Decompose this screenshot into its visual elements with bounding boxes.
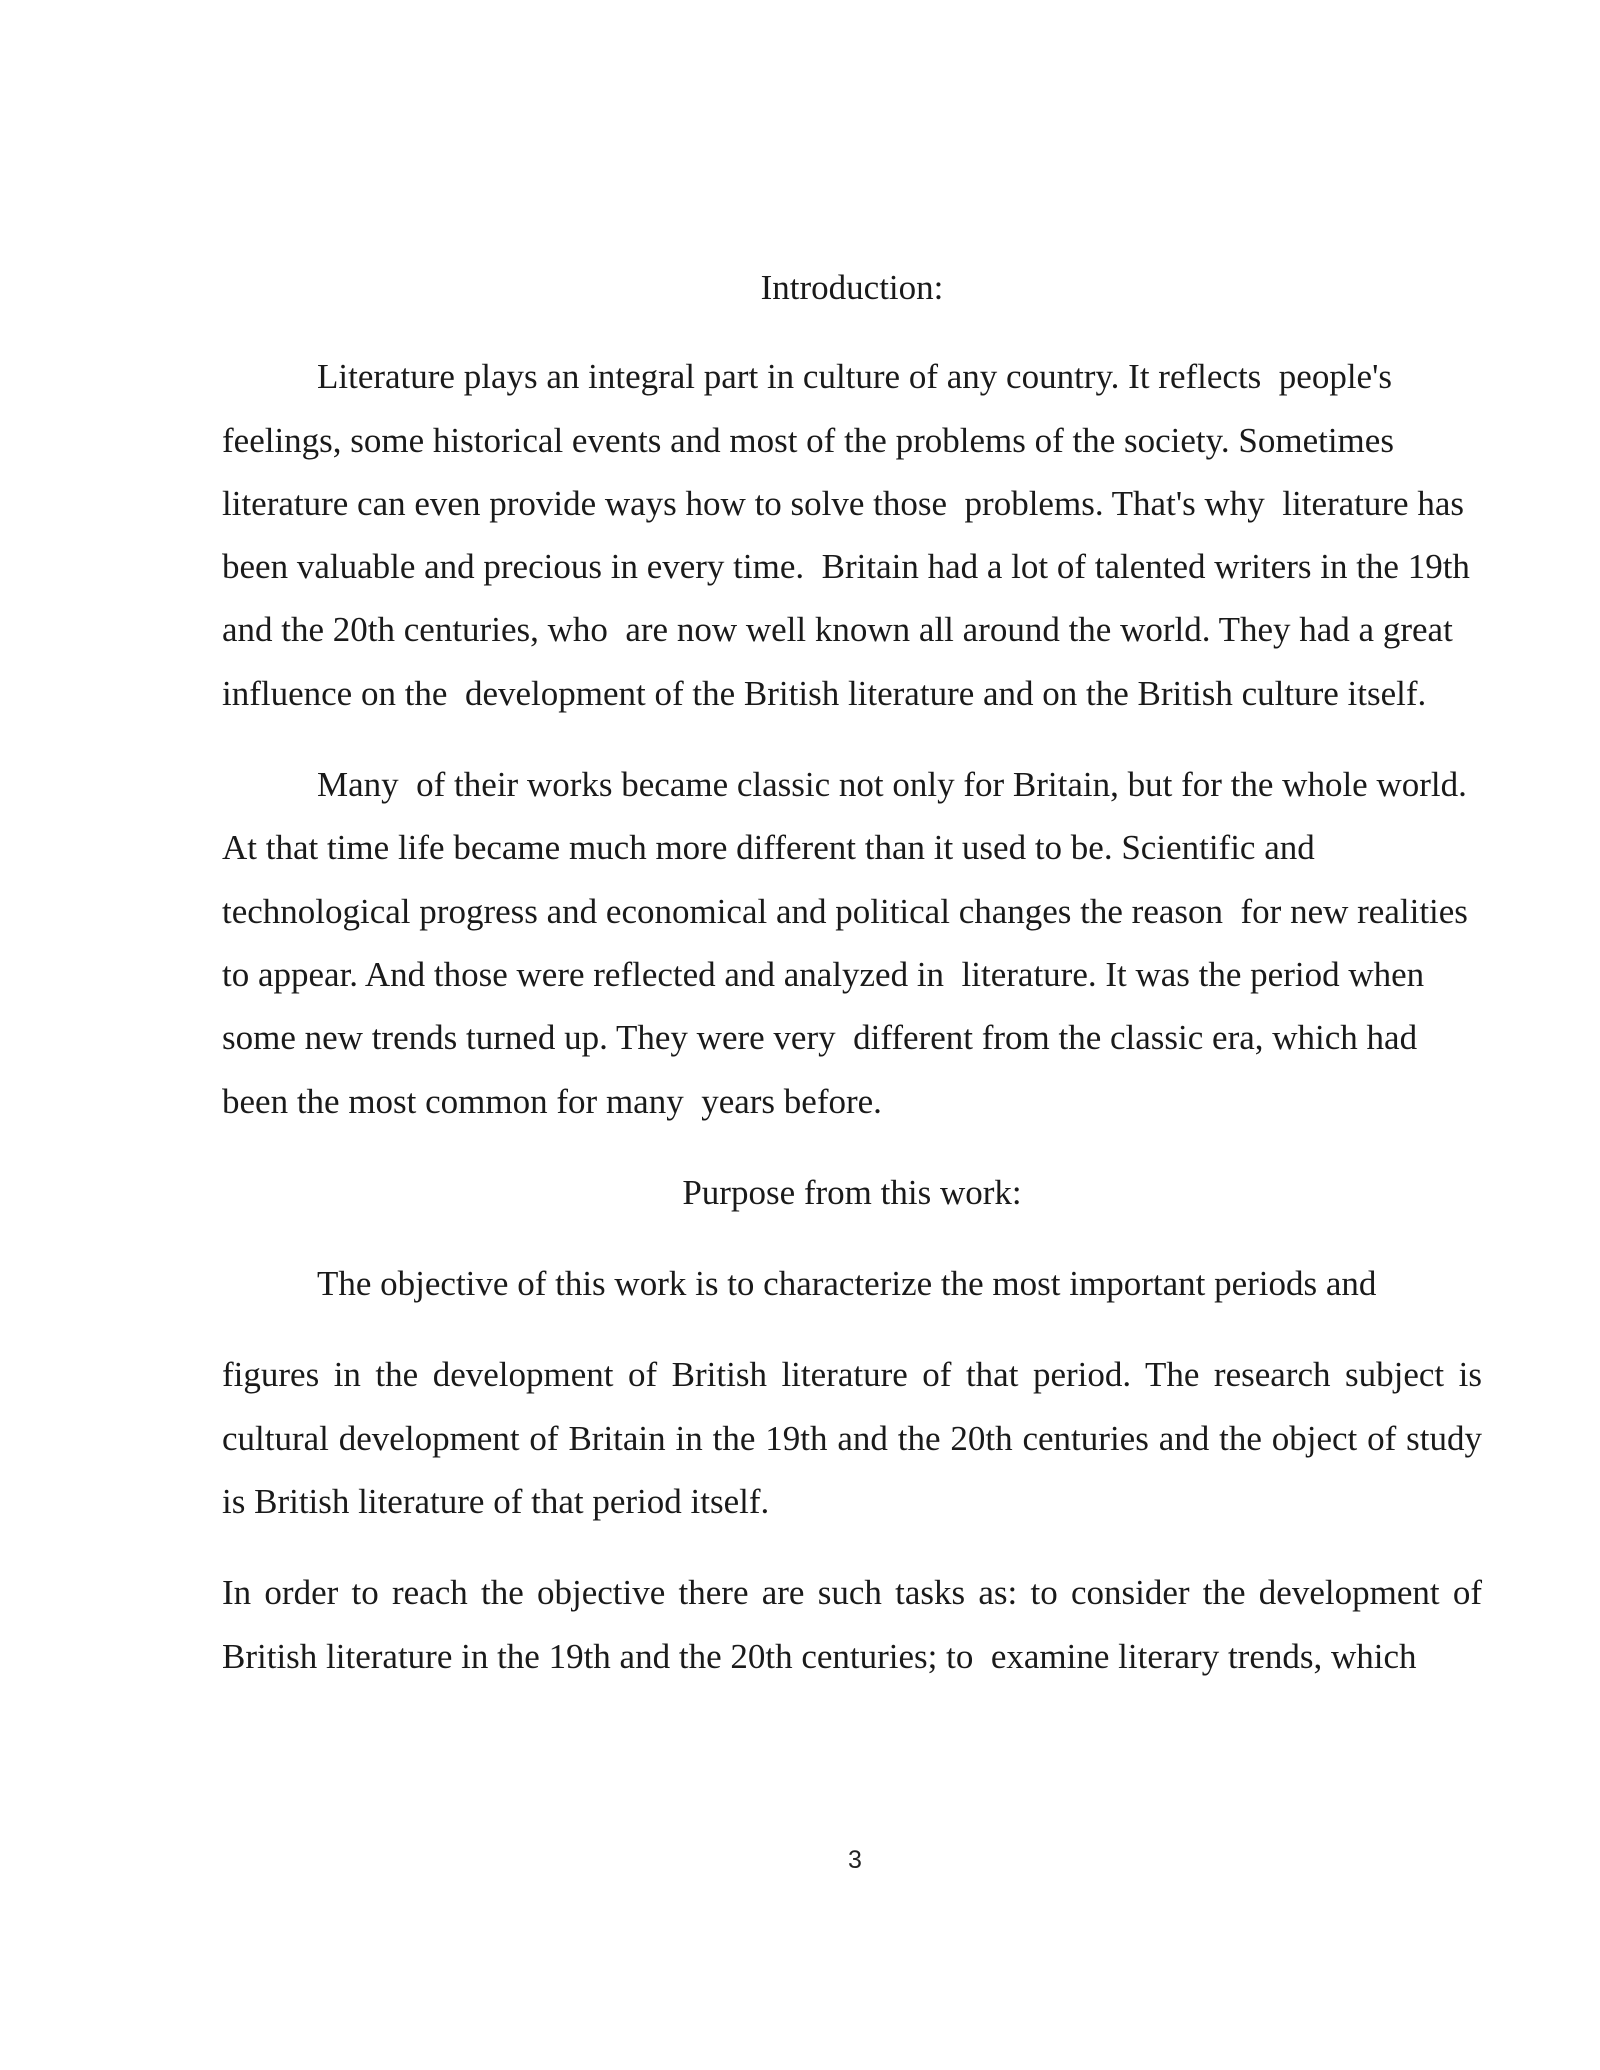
spacer — [222, 319, 1482, 345]
purpose-paragraph-2: figures in the development of British literature of that period. The research subject is cultural development of Britain in the 19th and the 20th centuries and the object of study is British literature of that period itself. — [222, 1355, 1491, 1522]
purpose-paragraph-1: The objective of this work is to characterize the most important periods and — [317, 1264, 1377, 1304]
introduction-paragraph-2-text: Many of their works became classic not only for Britain, but for the whole world. At that time life became much more different than it used to be. Scientific and technological progress and economical and political changes the reason for new realities to appear. And those were reflected and analyzed in literature. It was the period when some new trends turned up. They were very different from the classic era, which had been the most common for many years before. — [222, 765, 1477, 1121]
introduction-heading: Introduction: — [760, 268, 944, 307]
purpose-paragraph-3: In order to reach the objective there are such tasks as: to consider the development of British literature in the 19th and the 20th centuries; to examine literary trends, which — [222, 1573, 1491, 1676]
spacer — [222, 1315, 1482, 1343]
page-number: 3 — [848, 1846, 862, 1874]
introduction-paragraph-1-text: Literature plays an integral part in culture of any country. It reflects people's feelings, some historical events and most of the problems of the society. Sometimes literature can even provide ways how to solve those problems. That's why literature has been valuable and precious in every time. Britain had a lot of talented writers in the 19th and the 20th centuries, who are now well known all around the world. They had a great influence on the development of the British literature and on the British culture itself. — [222, 357, 1479, 713]
introduction-paragraph-1 — [222, 345, 1482, 725]
spacer — [222, 1224, 1482, 1252]
purpose-heading: Purpose from this work: — [682, 1172, 1022, 1212]
spacer — [222, 1133, 1482, 1161]
spacer — [222, 1533, 1482, 1561]
introduction-paragraph-2 — [222, 753, 1482, 1133]
page-content — [222, 256, 1491, 1688]
spacer — [222, 725, 1482, 753]
